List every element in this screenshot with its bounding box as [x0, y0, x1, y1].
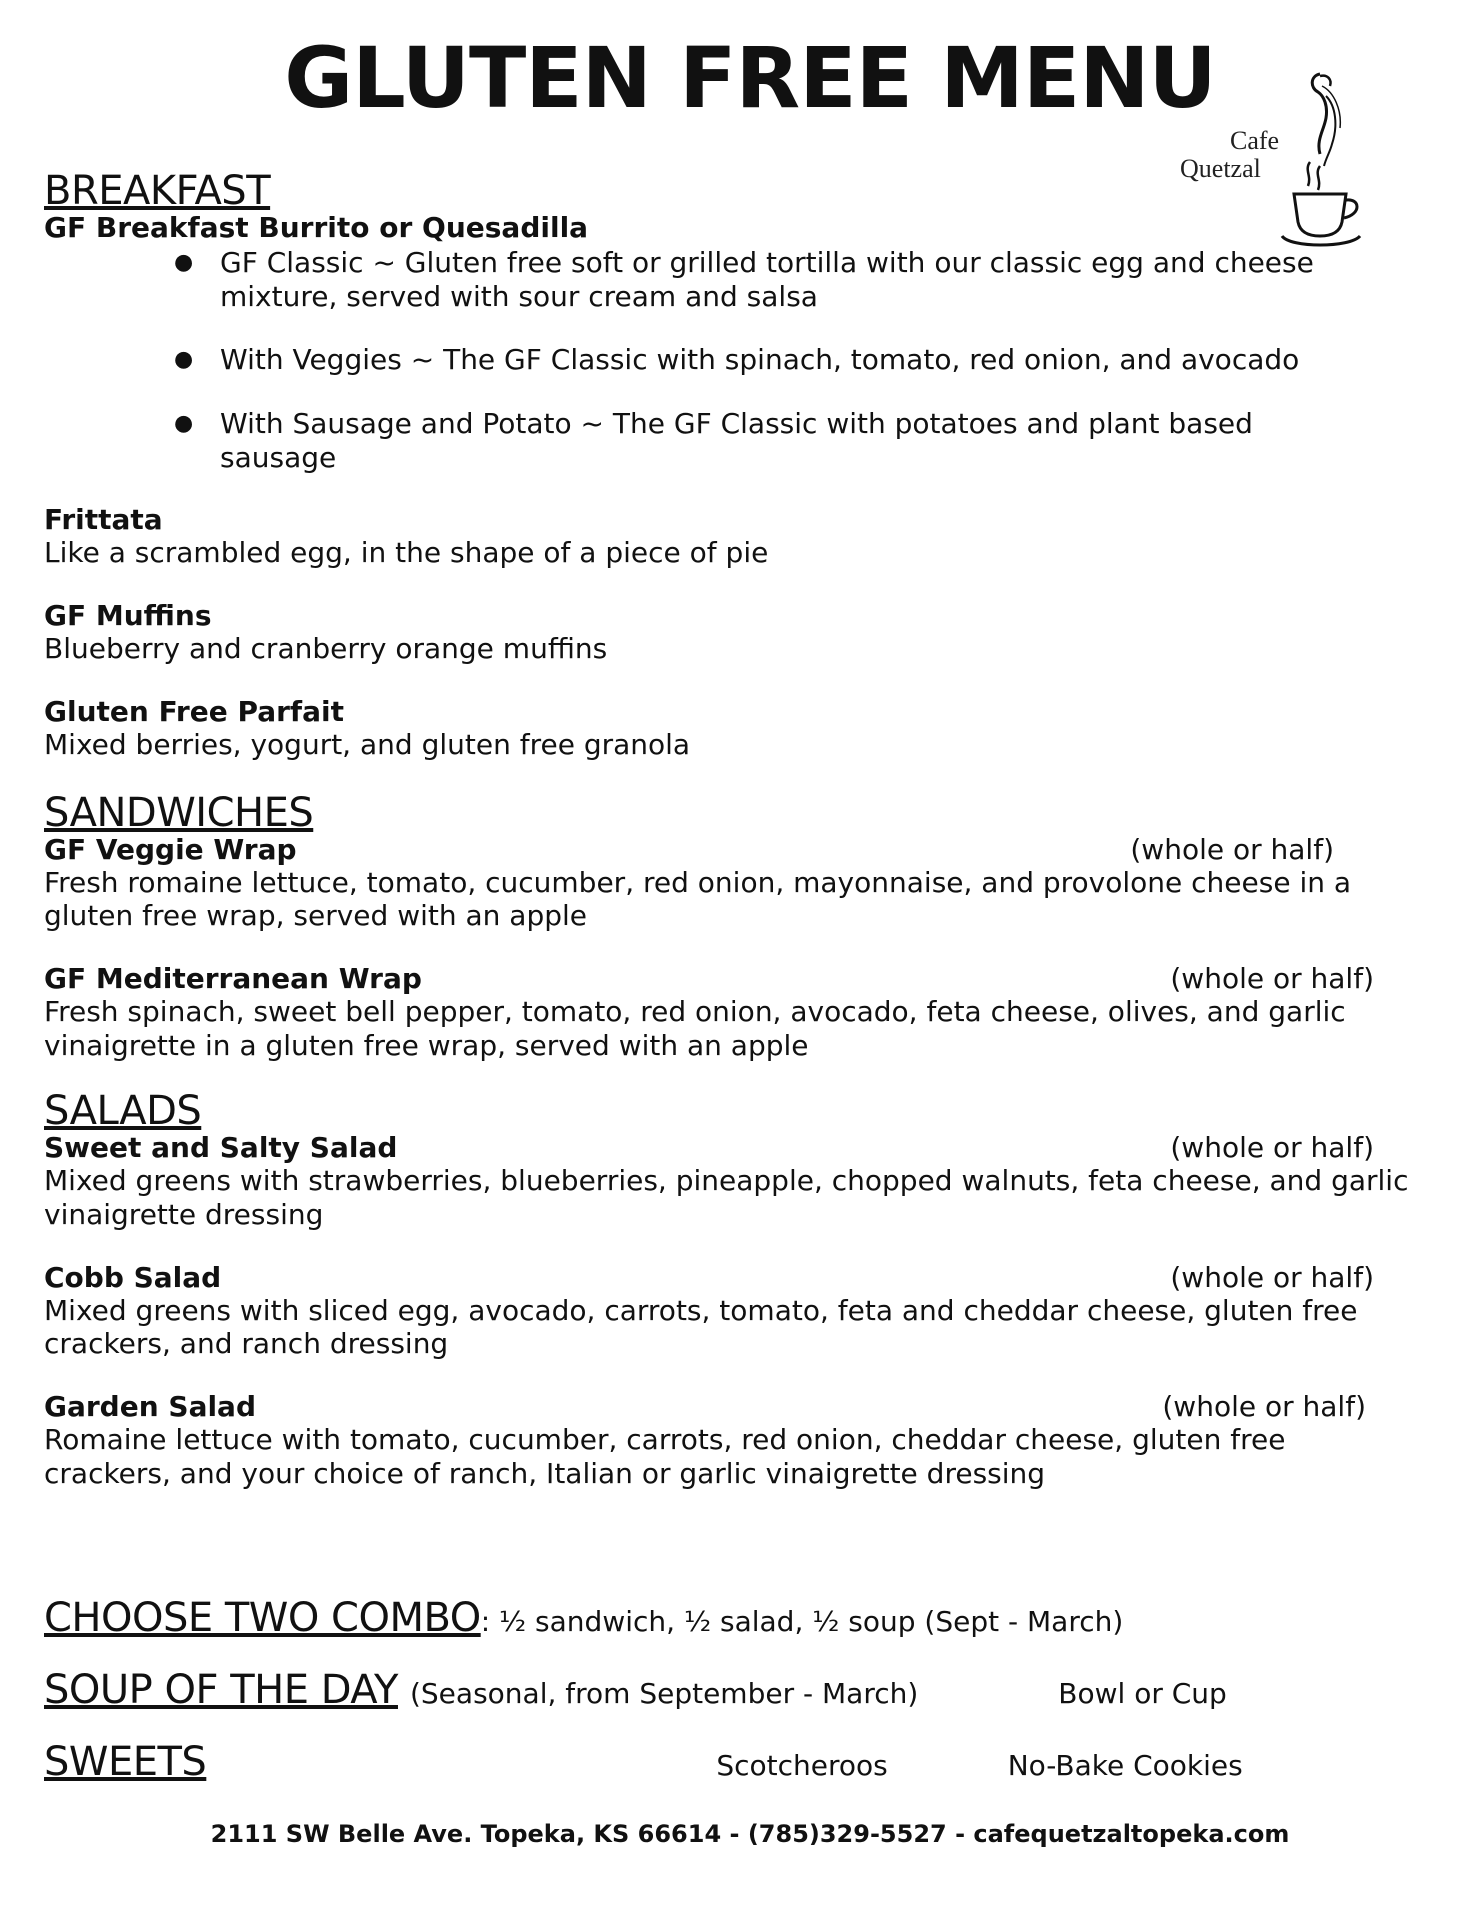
bullet-icon: ●	[174, 250, 194, 276]
item-name: Garden Salad	[44, 1390, 256, 1423]
burrito-option-text: With Veggies ~ The GF Classic with spinach, tomato, red onion, and avocado	[220, 343, 1300, 377]
bullet-icon: ●	[174, 347, 194, 373]
item-name: Cobb Salad	[44, 1260, 222, 1294]
combo-description: : ½ sandwich, ½ salad, ½ soup (Sept - March)	[480, 1605, 1124, 1638]
item-description: Romaine lettuce with tomato, cucumber, carrots, red onion, cheddar cheese, gluten free crackers, and your choice of ranch, Italian or garlic vinaigrette dressing	[44, 1423, 1286, 1490]
item-description: Fresh spinach, sweet bell pepper, tomato, red onion, avocado, feta cheese, olives, and garlic vinaigrette in a gluten free wrap, served with an apple	[44, 995, 1346, 1062]
item-size-option: (whole or half)	[1170, 1260, 1374, 1294]
item-size-option: (whole or half)	[1170, 1131, 1374, 1165]
menu-content	[44, 170, 1414, 1520]
item-size-option: (whole or half)	[1162, 1390, 1366, 1423]
item-size-option: (whole or half)	[1130, 832, 1334, 866]
salads-section	[44, 1090, 1414, 1490]
soup-row	[44, 1667, 1444, 1739]
menu-item-cobb-salad	[44, 1262, 1414, 1361]
sweets-item: Scotcheroos	[716, 1749, 888, 1782]
soup-description: (Seasonal, from September - March)	[409, 1677, 919, 1710]
item-description: Mixed greens with strawberries, blueberries, pineapple, chopped walnuts, feta cheese, and garlic vinaigrette dressing	[44, 1164, 1409, 1232]
item-description: Mixed berries, yogurt, and gluten free granola	[44, 727, 691, 761]
sweets-row	[44, 1739, 1444, 1811]
sweets-heading: SWEETS	[44, 1739, 207, 1785]
logo-text-quetzal: Quetzal	[1180, 154, 1261, 183]
page-title: GLUTEN FREE MENU	[284, 29, 1216, 127]
sandwiches-heading: SANDWICHES	[44, 789, 314, 836]
item-header	[44, 1391, 1414, 1423]
menu-item-gf-veggie-wrap	[44, 834, 1414, 933]
item-name: GF Veggie Wrap	[44, 832, 297, 866]
item-description: Blueberry and cranberry orange muffins	[44, 632, 608, 666]
menu-item-gf-mediterranean-wrap	[44, 963, 1414, 1062]
item-name: Gluten Free Parfait	[44, 694, 344, 728]
menu-item-gf-muffins	[44, 600, 1414, 666]
item-header	[44, 1262, 1414, 1294]
bottom-sections	[44, 1595, 1444, 1811]
menu-item-gf-parfait	[44, 696, 1414, 762]
list-item	[174, 246, 1330, 313]
combo-heading: CHOOSE TWO COMBO	[44, 1595, 481, 1641]
item-header	[44, 834, 1414, 866]
sweets-item: No-Bake Cookies	[1007, 1749, 1243, 1782]
soup-heading: SOUP OF THE DAY	[44, 1667, 398, 1713]
salads-heading: SALADS	[44, 1088, 202, 1135]
item-name: Frittata	[44, 503, 163, 537]
item-description: Mixed greens with sliced egg, avocado, carrots, tomato, feta and cheddar cheese, gluten free crackers, and ranch dressing	[44, 1293, 1358, 1361]
soup-option: Bowl or Cup	[1058, 1677, 1227, 1710]
item-name: GF Muffins	[44, 598, 212, 632]
list-item	[174, 407, 1330, 474]
item-description: Fresh romaine lettuce, tomato, cucumber, red onion, mayonnaise, and provolone cheese in a gluten free wrap, served with an apple	[44, 865, 1352, 933]
footer-contact: 2111 SW Belle Ave. Topeka, KS 66614 - (785)329-5527 - cafequetzaltopeka.com	[210, 1820, 1290, 1848]
breakfast-burrito-name: GF Breakfast Burrito or Quesadilla	[44, 211, 589, 244]
menu-item-sweet-salty-salad	[44, 1132, 1414, 1231]
item-header	[44, 963, 1414, 995]
burrito-option-text: With Sausage and Potato ~ The GF Classic with potatoes and plant based sausage	[220, 406, 1253, 474]
burrito-options-list	[174, 246, 1414, 474]
combo-row	[44, 1595, 1444, 1667]
menu-item-garden-salad	[44, 1391, 1414, 1490]
bullet-icon: ●	[174, 410, 194, 436]
breakfast-section	[44, 170, 1414, 762]
logo-text-cafe: Cafe	[1230, 126, 1280, 155]
burrito-option-text: GF Classic ~ Gluten free soft or grilled tortilla with our classic egg and cheese mixture, served with sour cream and salsa	[220, 246, 1314, 313]
item-name: Sweet and Salty Salad	[44, 1131, 398, 1165]
item-description: Like a scrambled egg, in the shape of a piece of pie	[44, 536, 769, 570]
item-header	[44, 1132, 1414, 1164]
item-name: GF Mediterranean Wrap	[44, 961, 422, 995]
breakfast-heading: BREAKFAST	[44, 168, 271, 214]
menu-item-frittata	[44, 504, 1414, 570]
sandwiches-section	[44, 789, 1414, 1063]
item-size-option: (whole or half)	[1170, 961, 1374, 995]
list-item	[174, 343, 1330, 377]
